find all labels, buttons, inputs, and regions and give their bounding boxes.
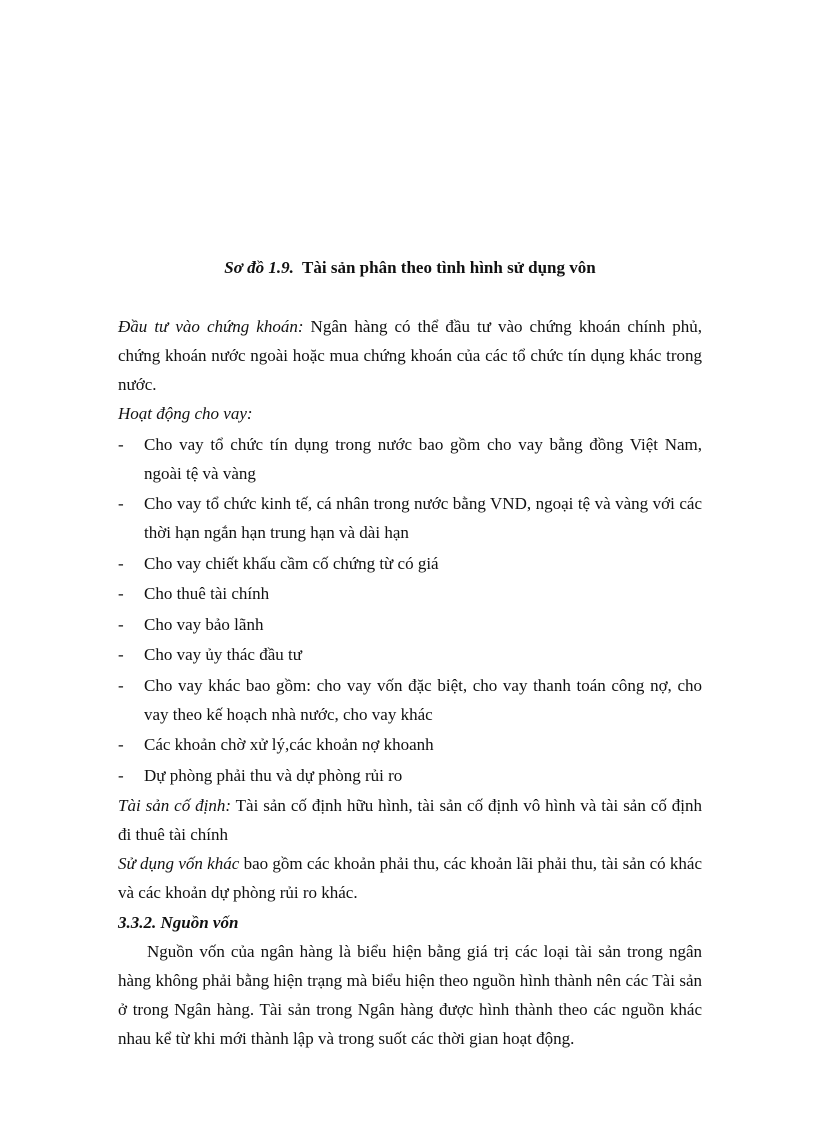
list-item: - Cho vay bảo lãnh	[118, 610, 702, 639]
document-body	[118, 312, 702, 1053]
other-uses-paragraph	[118, 849, 702, 907]
list-item: - Cho thuê tài chính	[118, 579, 702, 608]
fixed-assets-text: Tài sản cố định hữu hình, tài sản cố định vô hình và tài sản cố định đi thuê tài chính	[118, 796, 702, 844]
list-item: - Các khoản chờ xử lý,các khoản nợ khoanh	[118, 730, 702, 759]
section-heading: 3.3.2. Nguồn vốn	[118, 913, 239, 932]
list-item: - Dự phòng phải thu và dự phòng rủi ro	[118, 761, 702, 790]
caption-label: Sơ đồ 1.9.	[224, 258, 294, 277]
other-uses-text: bao gồm các khoản phải thu, các khoản lãi phải thu, tài sản có khác và các khoản dự phòng rủi ro khác.	[118, 854, 702, 902]
fixed-assets-paragraph	[118, 791, 702, 849]
list-item: - Cho vay tổ chức kinh tế, cá nhân trong nước bằng VND, ngoại tệ và vàng với các thời hạn ngắn hạn trung hạn và dài hạn	[118, 489, 702, 547]
caption-title: Tài sản phân theo tình hình sử dụng vôn	[302, 258, 596, 277]
figure-caption	[118, 253, 702, 282]
list-item: - Cho vay tổ chức tín dụng trong nước bao gồm cho vay bằng đồng Việt Nam, ngoài tệ và vàng	[118, 430, 702, 488]
other-uses-label: Sử dụng vốn khác	[118, 854, 240, 873]
section-paragraph: Nguồn vốn của ngân hàng là biểu hiện bằng giá trị các loại tài sản trong ngân hàng không phải bằng hiện trạng mà biểu hiện theo nguồn hình thành nên các Tài sản ở trong Ngân hàng. Tài sản trong Ngân hàng được hình thành theo các nguồn khác nhau kể từ khi mới thành lập và trong suốt các thời gian hoạt động.	[118, 942, 702, 1048]
securities-paragraph	[118, 312, 702, 399]
fixed-assets-label: Tài sản cố định:	[118, 796, 232, 815]
list-item: - Cho vay ủy thác đầu tư	[118, 640, 702, 669]
list-item: - Cho vay khác bao gồm: cho vay vốn đặc biệt, cho vay thanh toán công nợ, cho vay theo kế hoạch nhà nước, cho vay khác	[118, 671, 702, 729]
securities-text: Ngân hàng có thể đầu tư vào chứng khoán chính phủ, chứng khoán nước ngoài hoặc mua chứng khoán của các tổ chức tín dụng khác trong nước.	[118, 317, 702, 394]
list-item: - Cho vay chiết khấu cầm cố chứng từ có giá	[118, 549, 702, 578]
lending-list	[118, 430, 702, 790]
lending-label: Hoạt động cho vay:	[118, 404, 253, 423]
securities-label: Đầu tư vào chứng khoán:	[118, 317, 304, 336]
